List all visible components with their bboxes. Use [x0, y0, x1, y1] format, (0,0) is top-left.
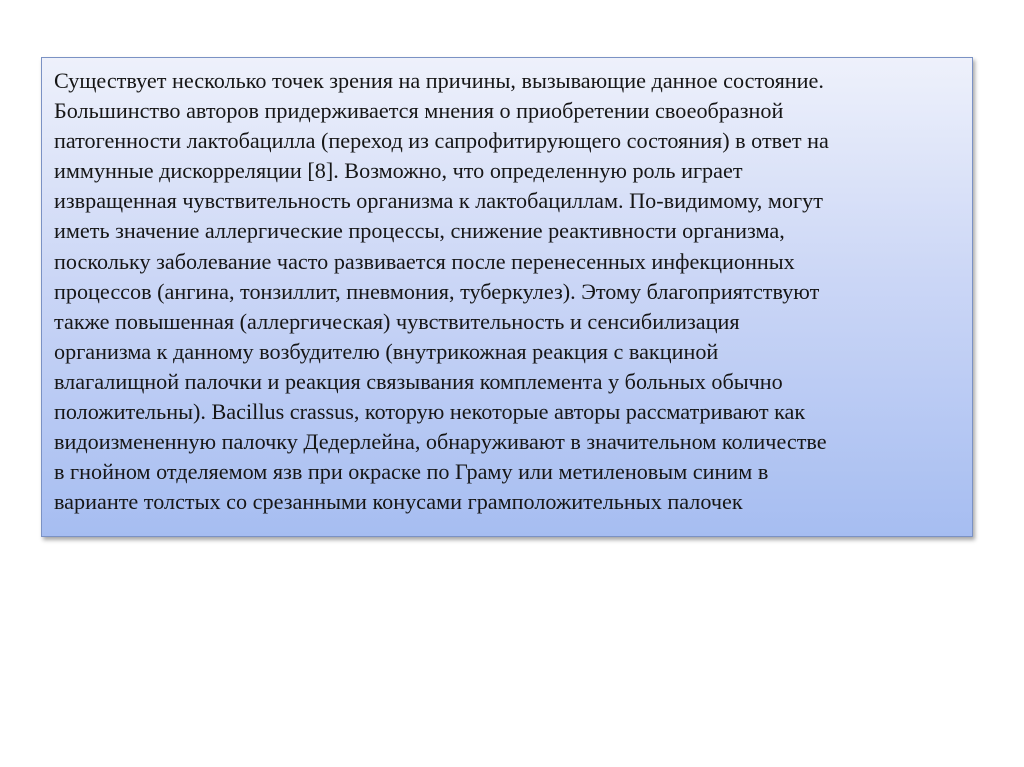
text-box — [41, 57, 973, 537]
body-paragraph: Существует несколько точек зрения на причины, вызывающие данное состояние. Большинство авторов придерживается мнения о приобретении своеобразной патогенности лактобацилла (переход из сапрофитирующего состояния) в ответ на иммунные дискорреляции [8]. Возможно, что определенную роль играет извращенная чувствительность организма к лактобациллам. По-видимому, могут иметь значение аллергические процессы, снижение реактивности организма, поскольку заболевание часто развивается после перенесенных инфекционных процессов (ангина, тонзиллит, пневмония, туберкулез). Этому благоприятствуют также повышенная (аллергическая) чувствительность и сенсибилизация организма к данному возбудителю (внутрикожная реакция с вакциной влагалищной палочки и реакция связывания комплемента у больных обычно положительны). Bacillus crassus, которую некоторые авторы рассматривают как видоизмененную палочку Дедерлейна, обнаруживают в значительном количестве в гнойном отделяемом язв при окраске по Граму или метиленовым синим в варианте толстых со срезанными конусами грамположительных палочек — [54, 68, 829, 515]
